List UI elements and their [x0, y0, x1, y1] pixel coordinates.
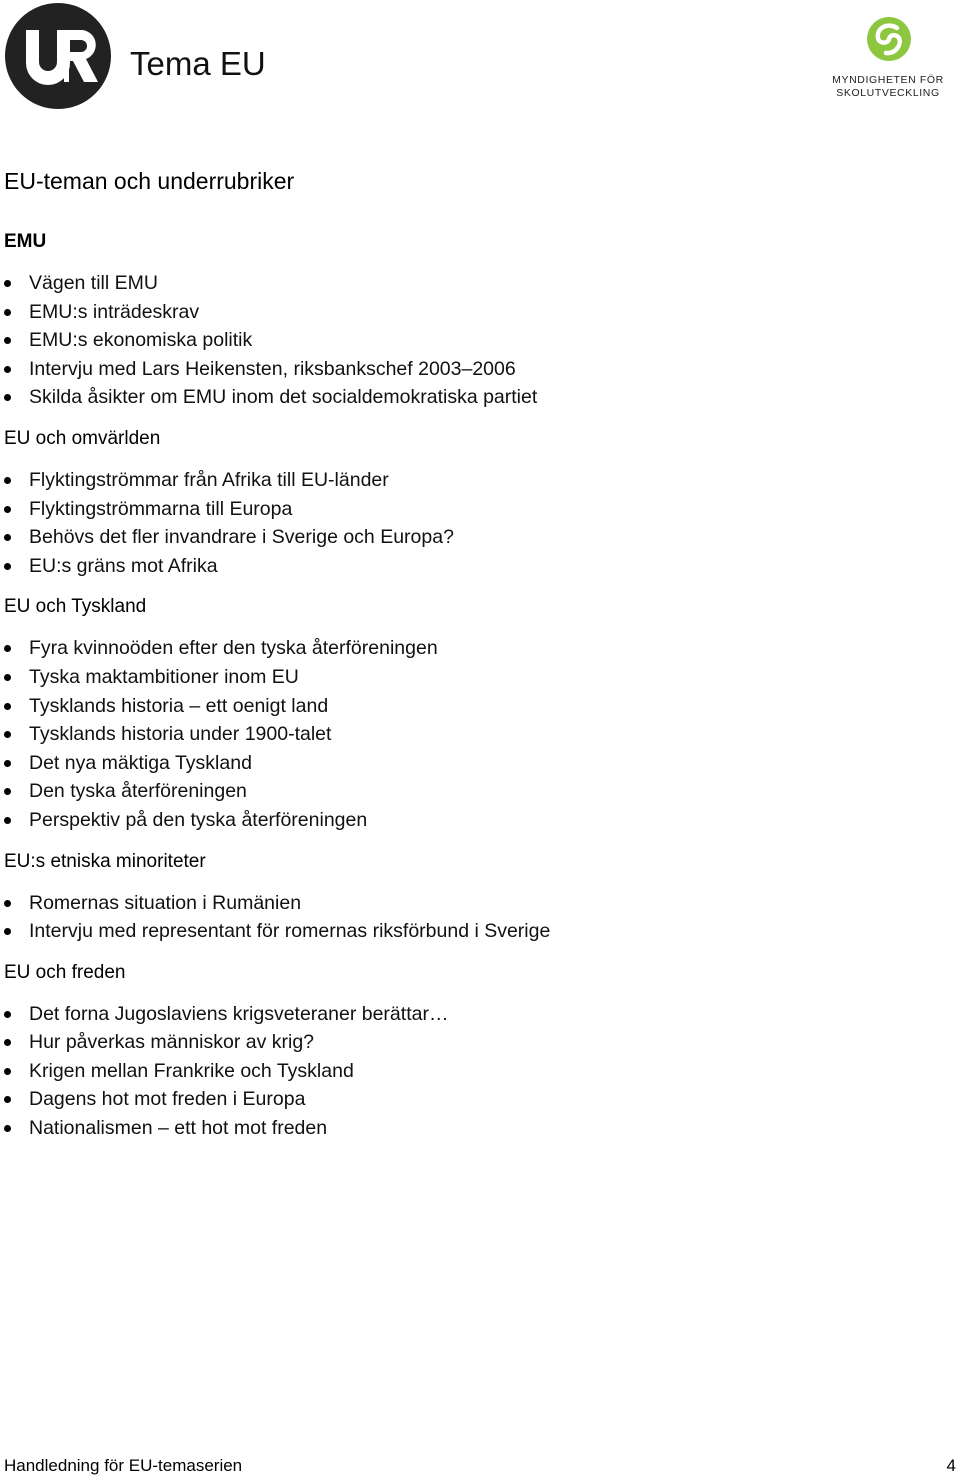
list-item-label: Romernas situation i Rumänien: [29, 891, 302, 914]
section-heading: EU:s etniska minoriteter: [4, 850, 206, 872]
bullet-icon: [4, 928, 11, 935]
bullet-icon: [4, 760, 11, 767]
list-item-label: Det forna Jugoslaviens krigsveteraner berättar…: [29, 1002, 449, 1025]
topic-list: [4, 1000, 944, 1143]
list-item: [4, 1085, 944, 1114]
list-item: [4, 1028, 944, 1057]
list-item: [4, 806, 944, 835]
list-item: [4, 692, 944, 721]
section-heading: EU och Tyskland: [4, 596, 147, 618]
ur-logo: [4, 2, 112, 110]
list-item: [4, 749, 944, 778]
page-number: 4: [946, 1456, 956, 1475]
topic-list: [4, 889, 944, 946]
bullet-icon: [4, 731, 11, 738]
list-item-label: Hur påverkas människor av krig?: [29, 1031, 315, 1054]
footer-document-name: Handledning för EU-temaserien: [4, 1456, 243, 1475]
topic-list: [4, 634, 944, 834]
list-item-label: Intervju med Lars Heikensten, riksbankschef 2003–2006: [29, 357, 516, 380]
bullet-icon: [4, 563, 11, 570]
main-heading: EU-teman och underrubriker: [4, 168, 295, 194]
list-item: [4, 552, 944, 581]
section-heading: EMU: [4, 231, 47, 252]
bullet-icon: [4, 1039, 11, 1046]
bullet-icon: [4, 674, 11, 681]
list-item-label: Nationalismen – ett hot mot freden: [29, 1117, 328, 1140]
list-item: [4, 495, 944, 524]
bullet-icon: [4, 366, 11, 373]
list-item: [4, 720, 944, 749]
bullet-icon: [4, 900, 11, 907]
section-emu: [4, 228, 944, 412]
bullet-icon: [4, 337, 11, 344]
list-item: [4, 634, 944, 663]
bullet-icon: [4, 280, 11, 287]
list-item-label: Vägen till EMU: [29, 272, 158, 294]
bullet-icon: [4, 645, 11, 652]
list-item: [4, 1000, 944, 1029]
list-item: [4, 326, 944, 355]
bullet-icon: [4, 1125, 11, 1132]
bullet-icon: [4, 1011, 11, 1018]
list-item-label: Tysklands historia under 1900-talet: [29, 723, 332, 746]
bullet-icon: [4, 817, 11, 824]
ur-logo-icon: [4, 2, 112, 110]
list-item: [4, 889, 944, 918]
list-item: [4, 523, 944, 552]
topic-list: [4, 466, 944, 580]
list-item: [4, 298, 944, 327]
list-item-label: Tyska maktambitioner inom EU: [29, 665, 299, 688]
list-item-label: Det nya mäktiga Tyskland: [29, 751, 252, 774]
list-item-label: Flyktingströmmarna till Europa: [29, 497, 293, 520]
topic-list: [4, 269, 944, 412]
list-item: [4, 355, 944, 384]
section-heading: EU och freden: [4, 961, 126, 983]
list-item-label: Tysklands historia – ett oenigt land: [29, 694, 329, 717]
list-item-label: Behövs det fler invandrare i Sverige och Europa?: [29, 526, 454, 549]
sections-container: [4, 228, 944, 1156]
list-item-label: Skilda åsikter om EMU inom det socialdemokratiska partiet: [29, 386, 538, 409]
list-item-label: Krigen mellan Frankrike och Tyskland: [29, 1059, 354, 1082]
bullet-icon: [4, 309, 11, 316]
list-item: [4, 1057, 944, 1086]
list-item-label: Fyra kvinnoöden efter den tyska återföreningen: [29, 637, 438, 660]
bullet-icon: [4, 534, 11, 541]
list-item-label: Intervju med representant för romernas riksförbund i Sverige: [29, 920, 551, 943]
agency-name-line-1: MYNDIGHETEN FÖR: [832, 74, 944, 86]
section-heading: EU och omvärlden: [4, 427, 161, 449]
list-item: [4, 383, 944, 412]
agency-logo: [832, 12, 944, 102]
bullet-icon: [4, 788, 11, 795]
list-item-label: EMU:s inträdeskrav: [29, 300, 200, 323]
list-item: [4, 777, 944, 806]
document-title: Tema EU: [130, 45, 266, 82]
bullet-icon: [4, 703, 11, 710]
section-eu-och-omvarlden: [4, 425, 944, 580]
list-item-label: Flyktingströmmar från Afrika till EU-länder: [29, 468, 389, 491]
list-item: [4, 269, 944, 298]
section-eu-etniska-minoriteter: [4, 848, 944, 946]
list-item-label: Den tyska återföreningen: [29, 780, 247, 803]
list-item-label: EU:s gräns mot Afrika: [29, 554, 218, 577]
list-item-label: EMU:s ekonomiska politik: [29, 329, 253, 352]
list-item: [4, 466, 944, 495]
agency-name-line-2: SKOLUTVECKLING: [836, 87, 940, 99]
list-item: [4, 1114, 944, 1143]
list-item: [4, 917, 944, 946]
bullet-icon: [4, 1068, 11, 1075]
list-item: [4, 663, 944, 692]
bullet-icon: [4, 1096, 11, 1103]
bullet-icon: [4, 506, 11, 513]
section-eu-och-freden: [4, 959, 944, 1143]
list-item-label: Dagens hot mot freden i Europa: [29, 1088, 306, 1111]
swirl-logo-icon: [866, 16, 912, 62]
bullet-icon: [4, 394, 11, 401]
section-eu-och-tyskland: [4, 593, 944, 834]
list-item-label: Perspektiv på den tyska återföreningen: [29, 808, 368, 831]
bullet-icon: [4, 477, 11, 484]
